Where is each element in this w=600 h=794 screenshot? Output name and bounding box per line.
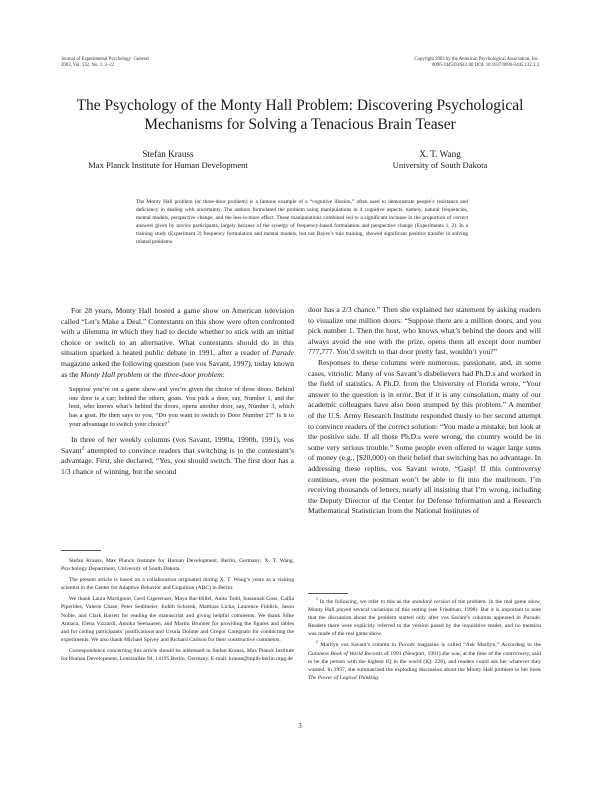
body-column-right <box>308 305 541 517</box>
author-affiliation: University of South Dakota <box>392 160 488 170</box>
doi-line: 0096-3445/03/$12.00 DOI: 10.1037/0096-3445.132.1.3 <box>432 63 539 69</box>
journal-volume: 2003, Vol. 132, No. 1, 3–22 <box>61 63 115 69</box>
footnote-divider <box>308 593 348 594</box>
body-paragraph: door has a 2/3 chance.” Then she explained her statement by asking readers to visualize one million doors: “Suppose there are a million doors, and you pick number 1. Then the host, who knows what’s behind the doors and will always avoid the one with the prize, opens them all except door number 777,777. You’d switch to that door pretty fast, wouldn’t you?” <box>308 305 541 357</box>
author-note-paragraph: Stefan Krauss, Max Planck Institute for Human Development, Berlin, Germany; X. T. Wang, Psychology Department, University of South Dakota. <box>61 558 294 573</box>
body-paragraph: For 28 years, Monty Hall hosted a game show on American television called “Let’s Make a Deal.” Contestants on this show were often confronted with a dilemma in which they had to decide whether to stick with an initial choice or switch to an alternative. What contestants should do in this situation sparked a heated public debate in 1991, after a reader of Parade magazine asked the following question (see vos Savant, 1997), today known as the Monty Hall problem or the three-door problem: <box>61 306 294 379</box>
body-column-left <box>61 306 294 478</box>
author-block <box>330 149 550 171</box>
page-number: 3 <box>298 722 302 730</box>
author-note-paragraph: We thank Laura Martignon, Gerd Gigerenzer, Maya Bar-Hillel, Anita Todd, Susannah Goss, Callia Piperides, Valerie Chase, Peter Sedlmeier, Judith Schrenk, Matthias Licha, Laurence Fiddick, Jason Noble, and Clark Barrett for reading the manuscript and giving helpful comments. We thank Silke Atmaca, Elena Vizzardi, Annika Seehausen, and Martin Brunner for providing the figures and tables and for coding participants’ justifications and Ursula Dohme and Gregor Caregnato for conducting the experiments. We also thank Michael Spivey and Richard Carlson for their constructive comments. <box>61 596 294 643</box>
footnote-2: $^2$ Marilyn vos Savant’s column in Parade magazine is called “Ask Marilyn.” According to the Guinness Book of World Records of 1991 (Newport, 1991) she was, at the time of the controversy, said to be the person with the highest IQ in the world (IQ: 228), and readers could ask her whatever they wanted. In 1997, she summarized the exploding discussion about the Monty Hall problem in her book The Power of Logical Thinking. <box>308 640 541 681</box>
author-name: X. T. Wang <box>419 149 461 159</box>
author-note <box>61 557 294 666</box>
footnote-ref[interactable]: 1 <box>167 418 170 424</box>
footnotes <box>308 598 541 685</box>
author-note-paragraph: The present article is based on a collaboration originated during X. T. Wang’s years as a visiting scientist in the Center for Adaptive Behavior and Cognition (ABC) in Berlin. <box>61 577 294 592</box>
copyright-notice <box>279 57 539 69</box>
article-title: The Psychology of the Monty Hall Problem: Discovering Psychological Mechanisms for Solving a Tenacious Brain Teaser <box>76 97 524 133</box>
author-name: Stefan Krauss <box>142 149 194 159</box>
copyright-line: Copyright 2003 by the American Psychological Association, Inc. <box>414 57 539 62</box>
journal-citation <box>61 57 261 69</box>
body-paragraph: Responses to these columns were numerous, passionate, and, in some cases, vitriolic. Many of vos Savant’s disbelievers had Ph.D.s and worked in the field of statistics. A Ph.D. from the University of Florida wrote, “Your answer to the question is in error. But if it is any consolation, many of our academic colleagues have also been stumped by this problem.” A member of the U.S. Army Research Institute responded thusly to her second attempt to convince readers of the correct solution: “You made a mistake, but look at the positive side. If all those Ph.D.s were wrong, the country would be in some very serious trouble.” Some people even offered to wager large sums of money (e.g., [$20,000) on their belief that switching has no advantage. In addressing these replies, vos Savant wrote, “Gasp! If this controversy continues, even the postman won’t be able to fit into the mailroom. I’m receiving thousands of letters, nearly all insisting that I’m wrong, including the Deputy Director of the Center for Defense Information and a Research Mathematical Statistician from the National Institutes of <box>308 357 541 516</box>
body-paragraph: In three of her weekly columns (vos Savant, 1990a, 1990b, 1991), vos Savant$^2$ attempted to convince readers that switching is to the contestant’s advantage. First, she declared, “Yes, you should switch. The first door has a 1/3 chance of winning, but the second <box>61 435 294 476</box>
block-quote: Suppose you’re on a game show and you’re given the choice of three doors. Behind one door is a car; behind the others, goats. You pick a door, say, Number 1, and the host, who knows what’s behind the doors, opens another door, say, Number 3, which has a goat. He then says to you, “Do you want to switch to Door Number 2?” Is it to your advantage to switch your choice?$^1$ <box>69 386 294 428</box>
footnote-1: $^1$ In the following, we refer to this as the standard version of the problem. In the real game show, Monty Hall played several variations of this setting (see Friedman, 1998). But it is important to note that the discussion about the problem started only after vos Savant’s columns appeared in Parade. Readers there were explicitly referred to the version posed by the inquisitive reader, and no mention was made of the real game show. <box>308 597 541 638</box>
journal-name: Journal of Experimental Psychology: General <box>61 57 149 62</box>
footnote-ref[interactable]: 2 <box>81 445 85 452</box>
footnote-divider <box>61 550 101 551</box>
author-affiliation: Max Planck Institute for Human Development <box>88 160 248 170</box>
author-block <box>58 149 278 171</box>
abstract: The Monty Hall problem (or three-door problem) is a famous example of a “cognitive illusion,” often used to demonstrate people’s resistance and deficiency in dealing with uncertainty. The authors formulated the problem using manipulations in 4 cognitive aspects, namely, natural frequencies, mental models, perspective change, and the less-is-more effect. These manipulations combined led to a significant increase in the proportion of correct answers given by novice participants, largely because of the synergy of frequency-based formulation and perspective change (Experiments 1, 2). In a training study (Experiment 3) frequency formulation and mental models, but not Bayes’s rule training, showed significant positive transfer in solving related problems. <box>136 199 468 245</box>
author-note-paragraph: Correspondence concerning this article should be addressed to Stefan Krauss, Max Planck Institute for Human Development, Lentzeallee 94, 14195 Berlin, Germany. E-mail: krauss@mpib-berlin.mpg.de <box>61 647 294 663</box>
